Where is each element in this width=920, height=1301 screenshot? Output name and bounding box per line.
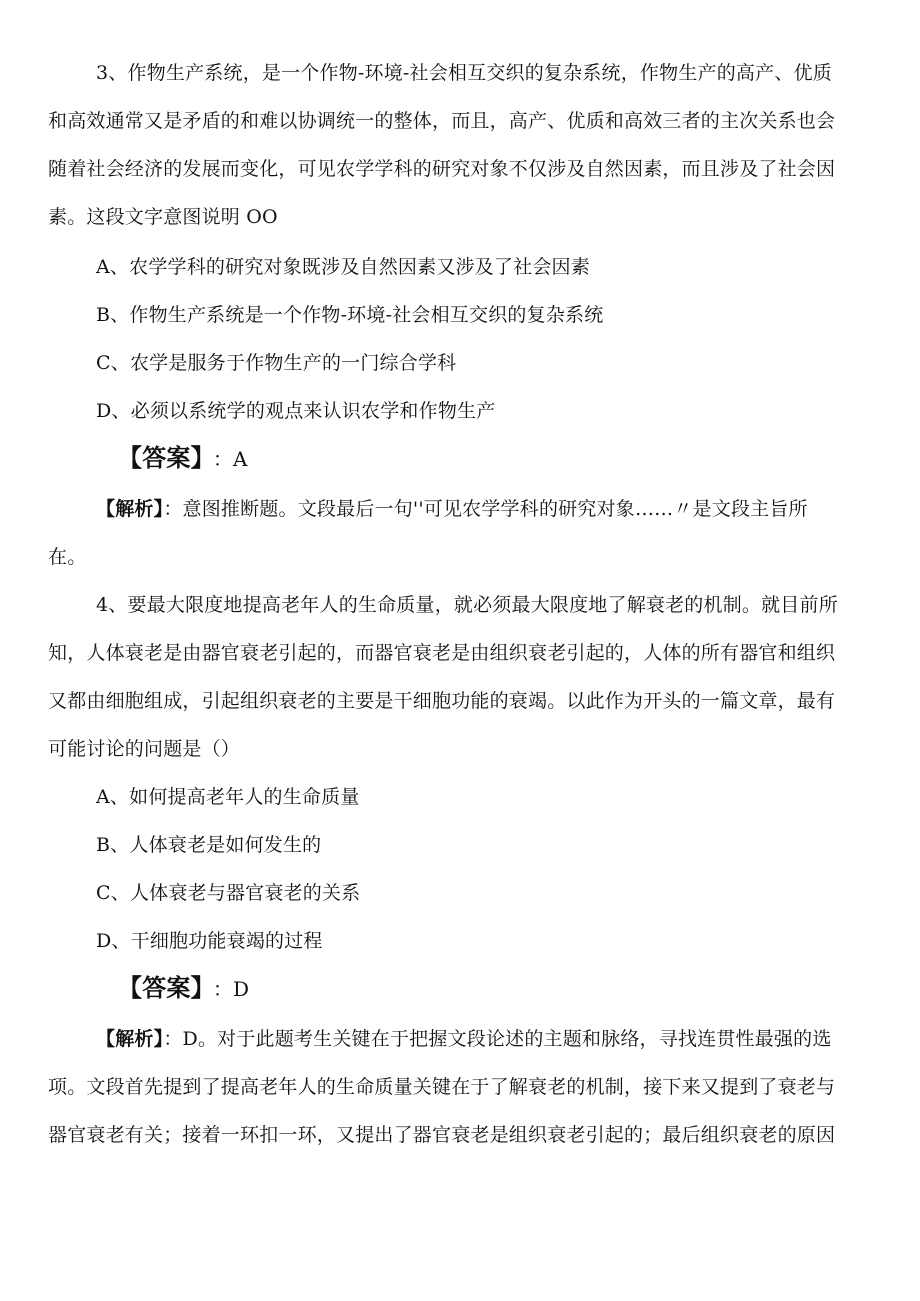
q3-answer-value: ：A (212, 447, 248, 471)
q4-analysis-text-1: ：D。对于此题考生关键在于把握文段论述的主题和脉络，寻找连贯性最强的选 (163, 1028, 832, 1050)
q3-option-a: A、农学学科的研究对象既涉及自然因素又涉及了社会因素 (96, 256, 590, 278)
q4-analysis-label: 【解析】 (96, 1028, 164, 1050)
q3-analysis-line-2: 在。 (48, 546, 87, 568)
q4-option-c: C、人体衰老与器官衰老的关系 (96, 882, 361, 904)
q4-stem-line-1: 4、要最大限度地提高老年人的生命质量，就必须最大限度地了解衰老的机制。就目前所 (96, 594, 838, 616)
q3-option-c: C、农学是服务于作物生产的一门综合学科 (96, 352, 457, 374)
q4-answer-label: 【答案】 (118, 973, 203, 1002)
q4-answer (118, 973, 920, 1004)
q3-stem-line-3: 随着社会经济的发展而变化，可见农学学科的研究对象不仅涉及自然因素，而且涉及了社会因 (48, 158, 836, 180)
q3-option-d: D、必须以系统学的观点来认识农学和作物生产 (96, 400, 496, 422)
q4-stem-line-3: 又都由细胞组成，引起组织衰老的主要是干细胞功能的衰竭。以此作为开头的一篇文章，最有 (48, 690, 836, 712)
q4-option-b: B、人体衰老是如何发生的 (96, 834, 322, 856)
q3-answer (118, 443, 920, 474)
q3-stem-line-2: 和高效通常又是矛盾的和难以协调统一的整体，而且，高产、优质和高效三者的主次关系也会 (48, 110, 836, 132)
q3-stem-line-1: 3、作物生产系统，是一个作物-环境-社会相互交织的复杂系统，作物生产的高产、优质 (96, 62, 832, 84)
q3-analysis-line-1 (96, 496, 872, 522)
q3-answer-label: 【答案】 (118, 443, 203, 472)
q4-analysis-line-3: 器官衰老有关；接着一环扣一环，又提出了器官衰老是组织衰老引起的；最后组织衰老的原因 (48, 1124, 836, 1146)
q4-option-a: A、如何提高老年人的生命质量 (96, 786, 360, 808)
q4-analysis-line-1 (96, 1026, 872, 1052)
q3-analysis-text-1: ：意图推断题。文段最后一句''可见农学学科的研究对象……〃是文段主旨所 (163, 498, 808, 520)
q4-option-d: D、干细胞功能衰竭的过程 (96, 930, 323, 952)
q4-answer-value: ：D (212, 977, 250, 1001)
q3-analysis-label: 【解析】 (96, 498, 164, 520)
q4-stem-line-2: 知，人体衰老是由器官衰老引起的，而器官衰老是由组织衰老引起的，人体的所有器官和组织 (48, 642, 836, 664)
q3-option-b: B、作物生产系统是一个作物-环境-社会相互交织的复杂系统 (96, 304, 604, 326)
q3-stem-line-4: 素。这段文字意图说明 OO (48, 206, 278, 228)
q4-analysis-line-2: 项。文段首先提到了提高老年人的生命质量关键在于了解衰老的机制，接下来又提到了衰老与 (48, 1076, 836, 1098)
q4-stem-line-4: 可能讨论的问题是（） (48, 738, 241, 760)
